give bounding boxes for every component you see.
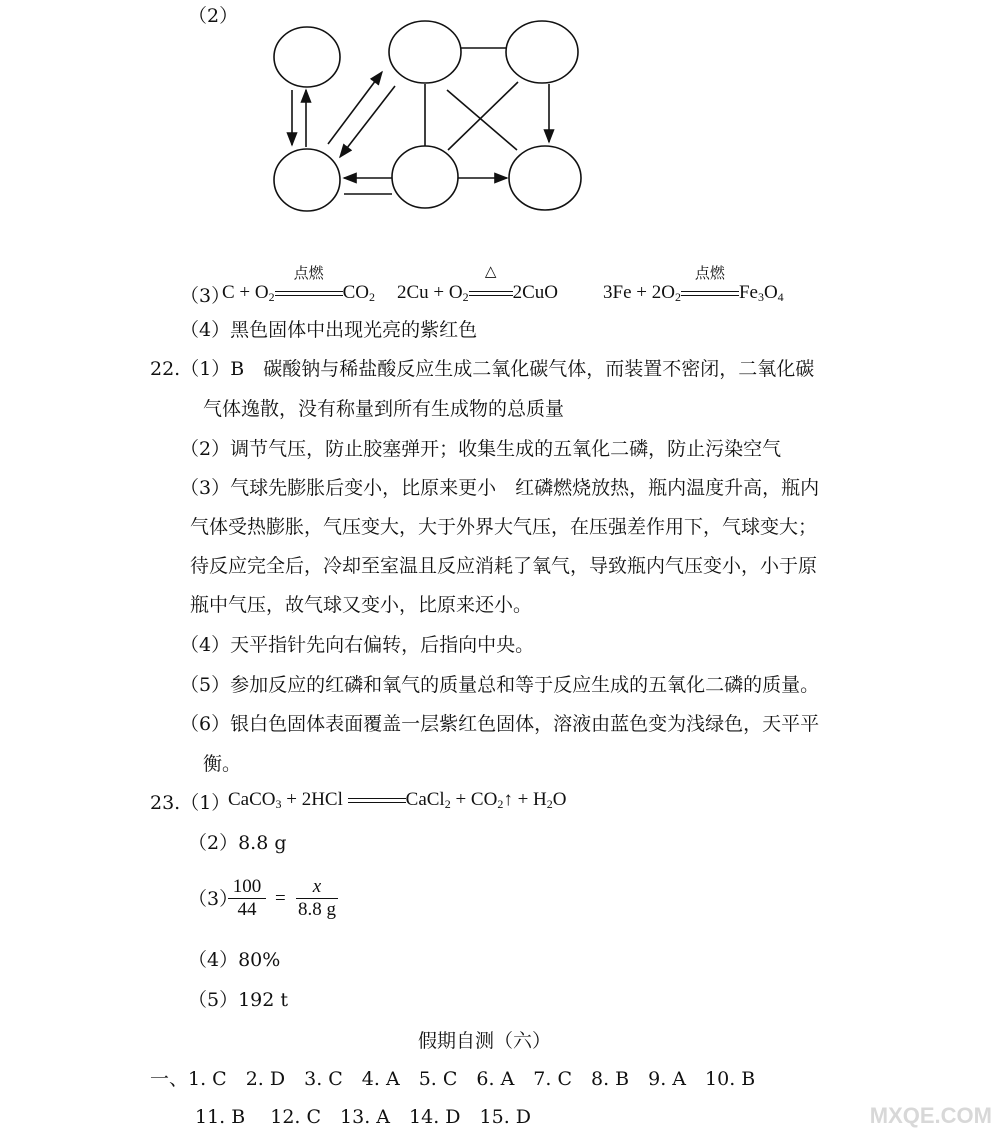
fraction-left: $\frac{100}{44}$	[228, 876, 266, 921]
q22-6-line1: （6）银白色固体表面覆盖一层紫红色固体，溶液由蓝色变为浅绿色，天平平	[180, 713, 820, 735]
q2-label: （2）	[188, 5, 239, 27]
q23-2: （2）8.8 g	[188, 832, 287, 854]
q3-label: （3）	[180, 285, 231, 307]
condition-ignite: 点燃	[694, 266, 725, 282]
equation-iron: $3Fe + 2O_2$ 点燃 $Fe_3O_4$	[603, 282, 784, 305]
q23-5: （5）192 t	[188, 989, 289, 1011]
circle-bottom-middle	[392, 146, 458, 208]
q22-1-line2: 气体逸散，没有称量到所有生成物的总质量	[203, 398, 565, 420]
line-cross-2	[448, 82, 518, 150]
q22-3-line2: 气体受热膨胀，气压变大，大于外界大气压，在压强差作用下，气球变大；	[190, 516, 818, 538]
gas-up-arrow: ↑	[503, 789, 513, 810]
q23-3-label: （3）	[188, 888, 239, 910]
watermark: MXQE.COM	[869, 1103, 992, 1128]
answers-line-2: 11. B 12. C 13. A 14. D 15. D	[195, 1106, 532, 1128]
q23-4: （4）80%	[188, 949, 281, 971]
equation-copper: $2Cu + O_2$ △ 2CuO	[397, 264, 559, 304]
arrow-bl-to-tm	[328, 72, 382, 144]
circle-bottom-right	[509, 146, 581, 210]
circle-top-middle	[389, 21, 461, 83]
q22-6-line2: 衡。	[203, 753, 242, 775]
circle-top-left	[274, 27, 340, 87]
section-title: 假期自测（六）	[418, 1030, 552, 1052]
q22-1-line1: 22.（1）B 碳酸钠与稀盐酸反应生成二氧化碳气体，而装置不密闭，二氧化碳	[150, 358, 815, 380]
q22-4: （4）天平指针先向右偏转，后指向中央。	[180, 634, 535, 656]
arrow-tm-to-bl	[340, 86, 395, 157]
equation-carbon: $C + O_2$ 点燃 $CO_2$	[222, 282, 375, 305]
fraction-right: $\frac{x}{8.8 g}$	[298, 876, 336, 920]
q22-3-line4: 瓶中气压，故气球又变小，比原来还小。	[190, 594, 533, 616]
q22-3-line3: 待反应完全后，冷却至室温且反应消耗了氧气，导致瓶内气压变小，小于原	[190, 555, 818, 577]
condition-ignite: 点燃	[293, 266, 324, 282]
circle-bottom-left	[274, 149, 340, 211]
circle-top-right	[506, 21, 578, 83]
q4-answer: （4）黑色固体中出现光亮的紫红色	[180, 319, 478, 341]
circle-relationship-diagram	[262, 12, 592, 222]
condition-heat: △	[484, 264, 497, 280]
q22-2: （2）调节气压，防止胶塞弹开；收集生成的五氧化二磷，防止污染空气	[180, 438, 782, 460]
equals-sign: =	[275, 888, 286, 909]
q23-1-prefix: 23.（1）	[150, 792, 231, 814]
answers-line-1: 一、1. C 2. D 3. C 4. A 5. C 6. A 7. C 8. B 9. A 10. B	[150, 1068, 756, 1090]
q22-5: （5）参加反应的红磷和氧气的质量总和等于反应生成的五氧化二磷的质量。	[180, 674, 820, 696]
q22-3-line1: （3）气球先膨胀后变小，比原来更小 红磷燃烧放热，瓶内温度升高，瓶内	[180, 477, 820, 499]
equation-caco3: CaCO$_3$ + 2HCl CaCl$_2$ + $CO_2↑ + H_2O$	[228, 789, 567, 811]
